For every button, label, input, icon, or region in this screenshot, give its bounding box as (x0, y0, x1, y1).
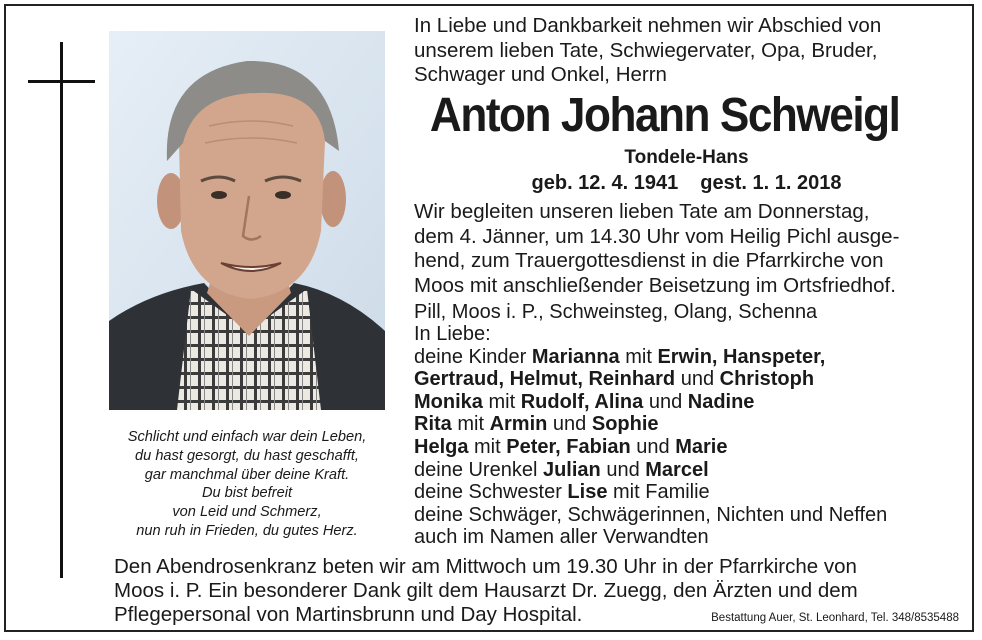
funeral-details (414, 200, 959, 298)
family-line: deine Schwäger, Schwägerinnen, Nichten und Neffen (414, 503, 888, 526)
undertaker-credit: Bestattung Auer, St. Leonhard, Tel. 348/8535488 (711, 612, 959, 624)
poem-line: gar manchmal über deine Kraft. (144, 466, 350, 483)
cross-icon (60, 42, 63, 578)
family-line: Gertraud, Helmut, Reinhard und Christoph (414, 368, 815, 391)
memorial-poem (104, 428, 390, 541)
family-line: deine Urenkel Julian und Marcel (414, 458, 709, 481)
poem-line: von Leid und Schmerz, (172, 504, 322, 521)
poem-line: du hast gesorgt, du hast geschafft, (135, 447, 359, 464)
family-line: Rita mit Armin und Sophie (414, 413, 659, 436)
portrait-photo (109, 31, 385, 410)
family-line: Helga mit Peter, Fabian und Marie (414, 435, 728, 458)
funeral-line: hend, zum Trauergottesdienst in die Pfarrkirche von (414, 249, 884, 272)
closing-last-row (114, 603, 959, 630)
intro-line: In Liebe und Dankbarkeit nehmen wir Abschied von (414, 14, 882, 37)
family-list (414, 323, 959, 549)
intro-text (414, 14, 959, 88)
death-date: gest. 1. 1. 2018 (700, 172, 842, 194)
intro-line: Schwager und Onkel, Herrn (414, 63, 667, 86)
poem-line: Schlicht und einfach war dein Leben, (127, 429, 367, 445)
deceased-name: Anton Johann Schweigl (429, 89, 900, 142)
cross-icon-bar (28, 80, 95, 83)
closing-text (114, 555, 959, 630)
life-dates (414, 171, 959, 195)
family-line: deine Kinder Marianna mit Erwin, Hanspeter, (414, 345, 826, 368)
poem-line: nun ruh in Frieden, du gutes Herz. (136, 522, 358, 539)
family-line: Monika mit Rudolf, Alina und Nadine (414, 390, 755, 413)
closing-line: Pflegepersonal von Martinsbrunn und Day Hospital. (114, 603, 583, 626)
funeral-line: dem 4. Jänner, um 14.30 Uhr vom Heilig Pichl ausge- (414, 224, 900, 248)
family-line: auch im Namen aller Verwandten (414, 526, 709, 549)
places-line: Pill, Moos i. P., Schweinsteg, Olang, Schenna (414, 301, 818, 323)
birth-date: geb. 12. 4. 1941 (531, 172, 679, 194)
family-line: deine Schwester Lise mit Familie (414, 481, 710, 504)
poem-line: Du bist befreit (201, 485, 293, 502)
closing-line: Den Abendrosenkranz beten wir am Mittwoch um 19.30 Uhr in der Pfarrkirche von (114, 555, 857, 578)
intro-line: unserem lieben Tate, Schwiegervater, Opa, Bruder, (414, 38, 878, 62)
closing-line: Moos i. P. Ein besonderer Dank gilt dem Hausarzt Dr. Zuegg, den Ärzten und dem (114, 579, 858, 602)
funeral-line: Moos mit anschließender Beisetzung im Ortsfriedhof. (414, 273, 896, 297)
family-heading: In Liebe: (414, 323, 491, 345)
nickname: Tondele-Hans (624, 147, 749, 168)
funeral-line: Wir begleiten unseren lieben Tate am Donnerstag, (414, 200, 870, 223)
